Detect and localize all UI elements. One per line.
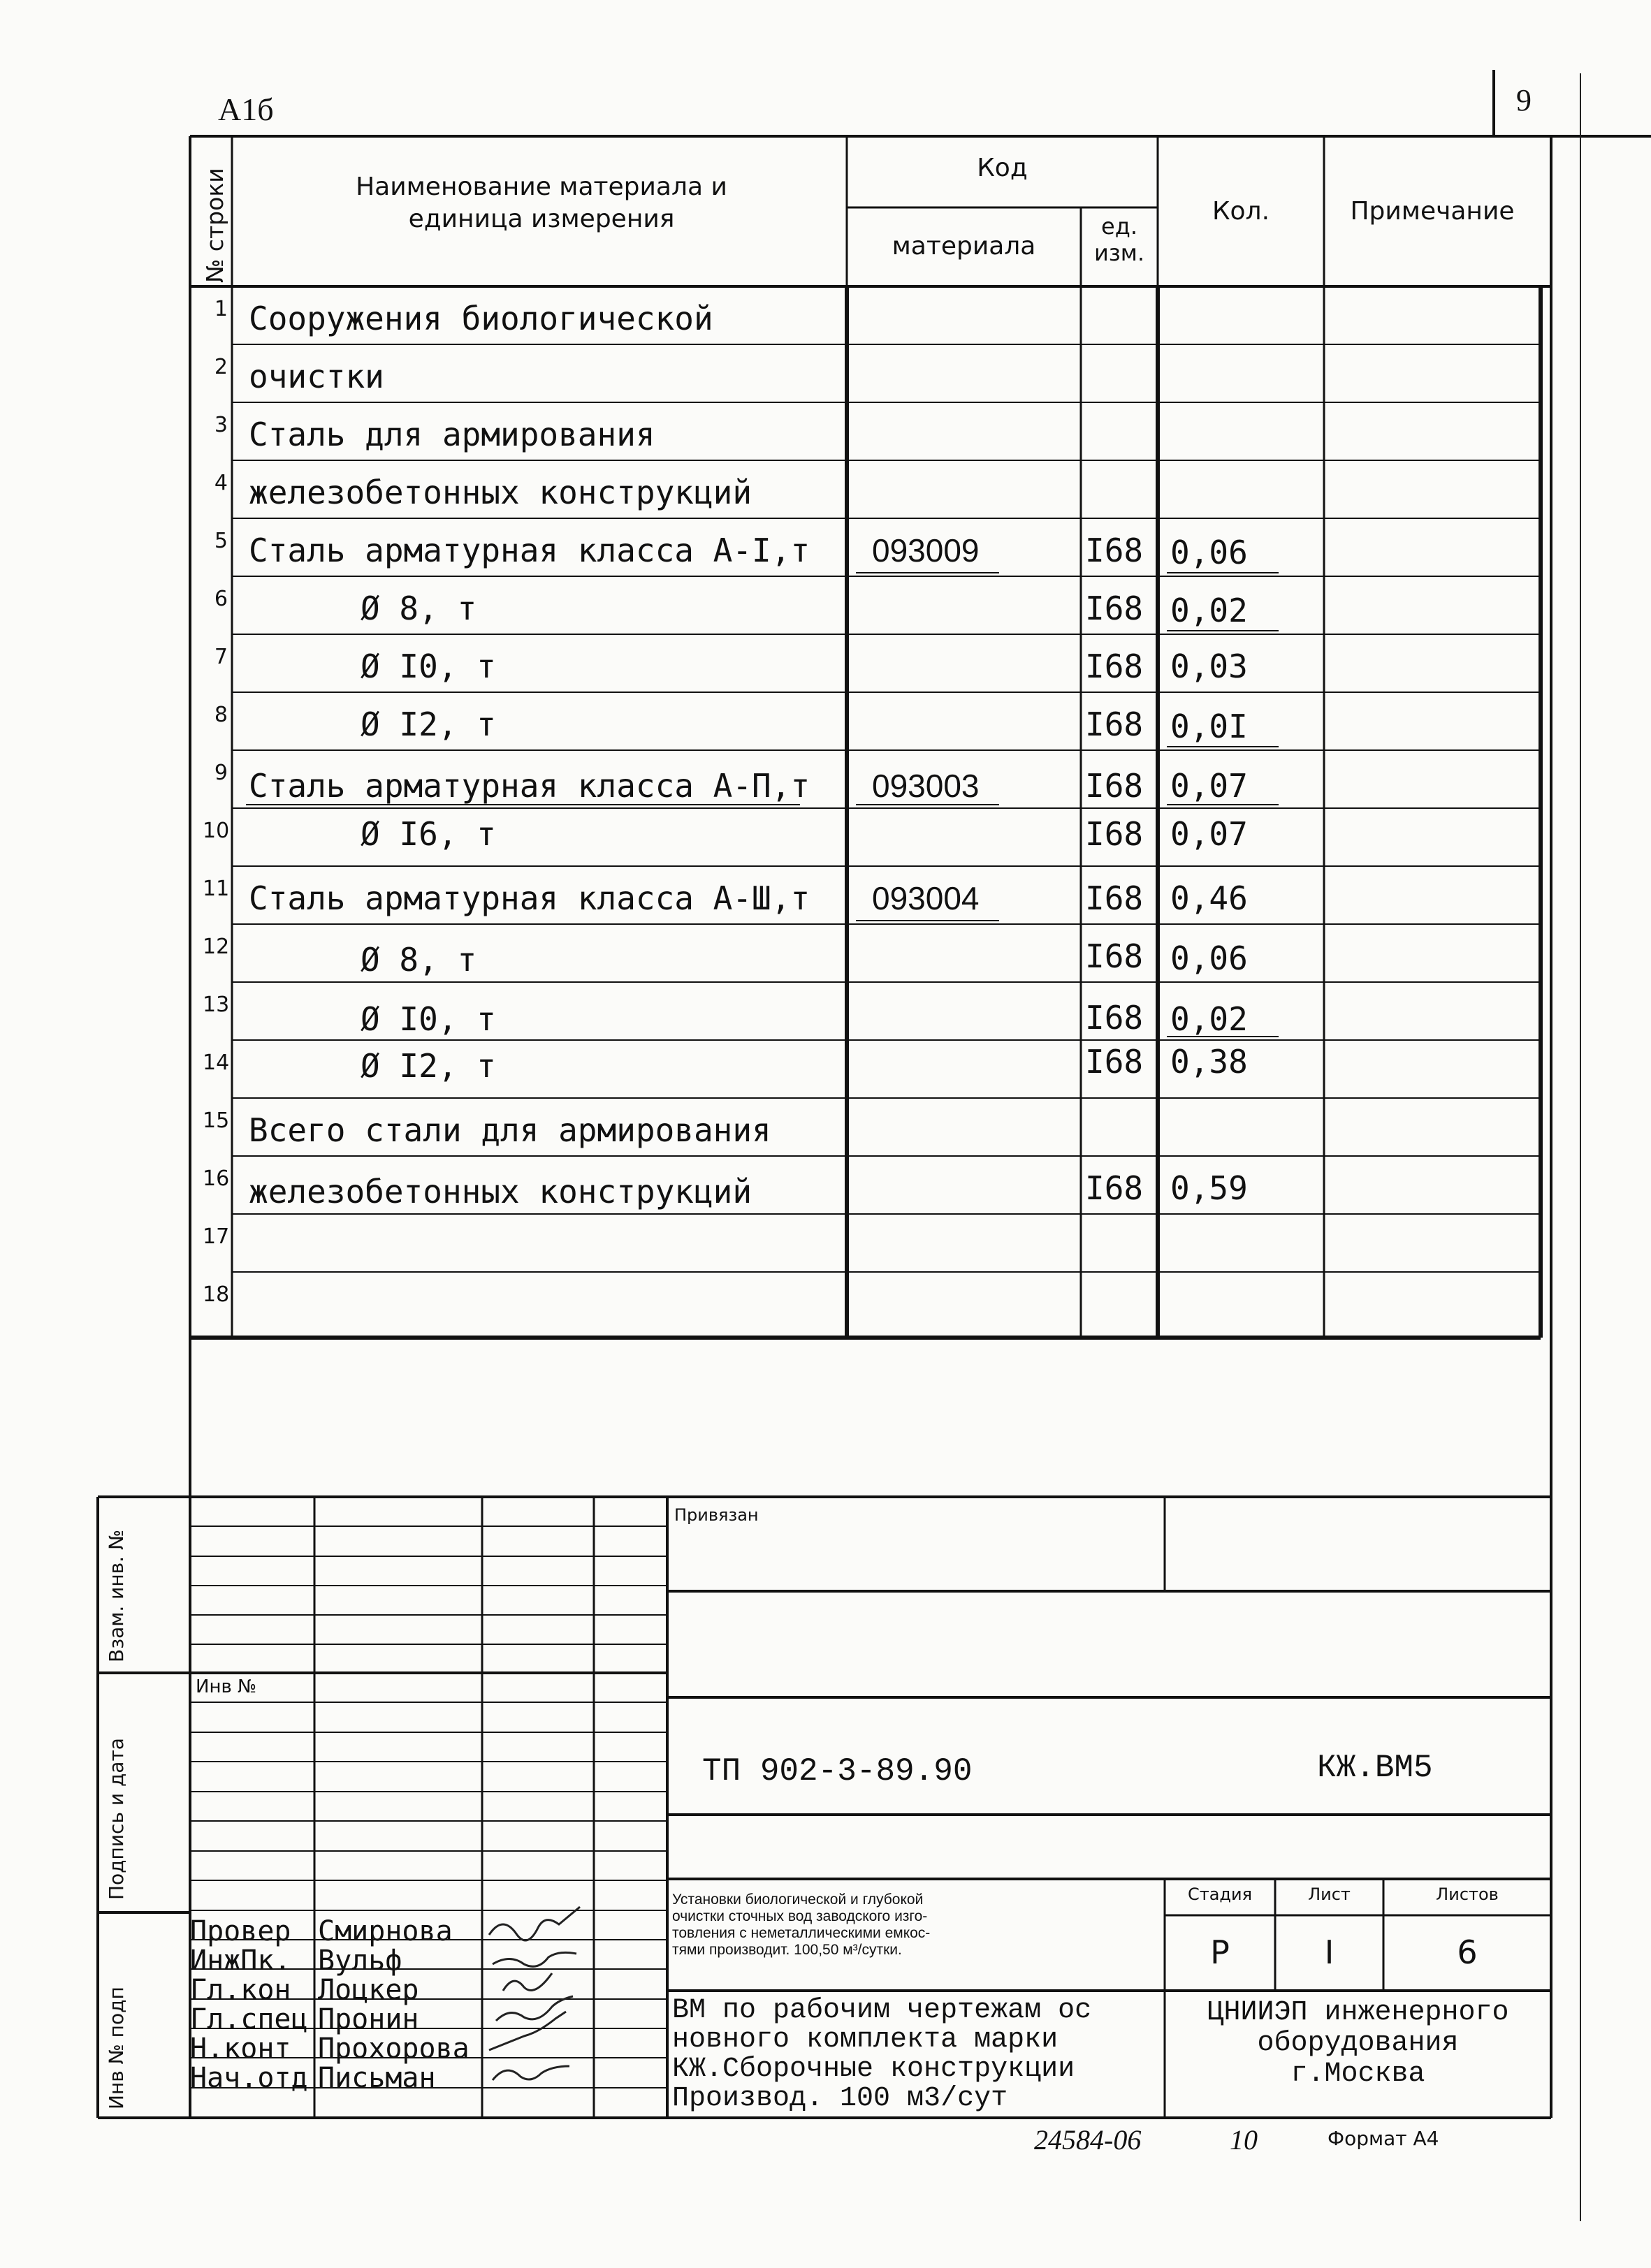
row-number: 17 — [203, 1224, 230, 1249]
row-name: Ø I0, т — [361, 648, 496, 685]
row-name: Сталь для армирования — [249, 416, 655, 453]
row-name: Сталь арматурная класса А-П,т — [249, 767, 810, 805]
signature-name: Прохорова — [318, 2033, 470, 2065]
organization-line: г.Москва — [1290, 2058, 1425, 2090]
row-unit: I68 — [1085, 767, 1144, 805]
inv-no-label: Инв № — [196, 1676, 257, 1697]
label-sign-date: Подпись и дата — [105, 1738, 128, 1900]
signature-name: Пронин — [318, 2003, 419, 2035]
row-name: Ø I2, т — [361, 1047, 496, 1085]
doc-mark: КЖ.ВМ5 — [1317, 1750, 1433, 1786]
signature-role: Провер — [190, 1915, 291, 1947]
sheet-label: Лист — [1308, 1885, 1351, 1904]
row-qty: 0,03 — [1170, 648, 1248, 685]
footer-format: Формат А4 — [1328, 2127, 1439, 2150]
row-unit: I68 — [1085, 590, 1144, 627]
row-number: 1 — [214, 297, 228, 321]
row-number: 5 — [214, 529, 228, 553]
project-title-line: очистки сточных вод заводского изго- — [672, 1908, 928, 1924]
project-title-line: тями производит. 100,50 м³/сутки. — [672, 1942, 902, 1958]
description-line: Производ. 100 м3/сут — [672, 2083, 1008, 2114]
linked-label: Привязан — [674, 1505, 759, 1525]
signature-name: Вульф — [318, 1945, 402, 1977]
row-number: 15 — [203, 1109, 230, 1133]
header-material: материала — [892, 232, 1036, 261]
row-code: 093004 — [872, 880, 980, 916]
row-name: железобетонных конструкций — [249, 474, 752, 511]
row-unit: I68 — [1085, 1169, 1144, 1207]
row-number: 9 — [214, 761, 228, 785]
header-note: Примечание — [1350, 197, 1515, 226]
row-number: 14 — [203, 1051, 230, 1075]
sheet-value: I — [1324, 1933, 1334, 1971]
description-line: новного комплекта марки — [672, 2024, 1059, 2056]
header-unit-line2: изм. — [1093, 240, 1145, 266]
row-qty: 0,02 — [1170, 1000, 1248, 1038]
project-title-line: Установки биологической и глубокой — [672, 1892, 924, 1908]
row-qty: 0,07 — [1170, 815, 1248, 853]
row-unit: I68 — [1085, 937, 1144, 975]
organization-line: оборудования — [1257, 2028, 1459, 2059]
signature-scribble — [496, 1996, 573, 2021]
signature-name: Лоцкер — [318, 1974, 419, 2006]
signature-role: Нач.отд — [190, 2062, 308, 2094]
signature-role: Н.конт — [190, 2033, 291, 2065]
signature-name: Письман — [318, 2062, 436, 2094]
row-unit: I68 — [1085, 648, 1144, 685]
row-code: 093009 — [872, 532, 980, 569]
row-name: Сталь арматурная класса А-I,т — [249, 532, 810, 569]
row-name: Ø I0, т — [361, 1000, 496, 1038]
stage-value: Р — [1210, 1933, 1230, 1971]
header-code: Код — [977, 154, 1028, 182]
page-number: 9 — [1516, 83, 1532, 117]
row-qty: 0,06 — [1170, 939, 1248, 977]
sheets-value: 6 — [1457, 1933, 1478, 1971]
doc-code: ТП 902-3-89.90 — [702, 1753, 973, 1790]
row-name: железобетонных конструкций — [249, 1173, 752, 1210]
row-name: Ø 8, т — [361, 590, 477, 627]
row-unit: I68 — [1085, 532, 1144, 569]
row-number: 18 — [203, 1282, 230, 1307]
row-number: 13 — [203, 993, 230, 1017]
row-number: 16 — [203, 1166, 230, 1191]
row-qty: 0,0I — [1170, 708, 1248, 745]
row-qty: 0,06 — [1170, 534, 1248, 571]
footer-number: 24584-06 — [1034, 2124, 1142, 2156]
organization-line: ЦНИИЭП инженерного — [1207, 1997, 1509, 2028]
row-unit: I68 — [1085, 999, 1144, 1037]
row-unit: I68 — [1085, 879, 1144, 917]
project-title-line: товления с неметаллическими емкос- — [672, 1925, 931, 1941]
row-number: 6 — [214, 587, 228, 611]
row-number: 3 — [214, 413, 228, 437]
row-qty: 0,46 — [1170, 879, 1248, 917]
label-inv-replace: Взам. инв. № — [105, 1529, 128, 1662]
signature-role: Гл.кон — [190, 1974, 291, 2006]
row-name: Ø I6, т — [361, 815, 496, 853]
label-inv-orig: Инв № подп — [105, 1987, 128, 2109]
signature-role: ИнжПк. — [190, 1945, 291, 1977]
row-name: Сооружения биологической — [249, 300, 713, 337]
row-number: 11 — [203, 877, 230, 901]
signature-role: Гл.спец — [190, 2003, 308, 2035]
row-unit: I68 — [1085, 1043, 1144, 1081]
row-number: 8 — [214, 703, 228, 727]
row-unit: I68 — [1085, 815, 1144, 853]
row-qty: 0,02 — [1170, 592, 1248, 629]
row-name: Ø 8, т — [361, 941, 477, 979]
row-number: 4 — [214, 471, 228, 495]
row-code: 093003 — [872, 768, 980, 804]
row-name: Сталь арматурная класса А-Ш,т — [249, 879, 810, 917]
signature-name: Смирнова — [318, 1915, 453, 1947]
row-qty: 0,38 — [1170, 1043, 1248, 1081]
row-number: 12 — [203, 935, 230, 959]
signature-scribble — [493, 2066, 569, 2080]
header-row-number: № строки — [201, 168, 228, 283]
row-number: 2 — [214, 355, 228, 379]
description-line: КЖ.Сборочные конструкции — [672, 2054, 1075, 2085]
header-unit-line1: ед. — [1101, 213, 1137, 240]
row-qty: 0,07 — [1170, 767, 1248, 805]
sheets-label: Листов — [1436, 1885, 1499, 1904]
signature-scribble — [493, 1952, 576, 1966]
header-name: Наименование материала и единица измерения — [356, 173, 727, 233]
row-number: 10 — [203, 819, 230, 843]
stage-label: Стадия — [1187, 1885, 1253, 1904]
row-name: очистки — [249, 358, 384, 395]
footer-copy: 10 — [1230, 2124, 1258, 2156]
row-qty: 0,59 — [1170, 1169, 1248, 1207]
row-name: Всего стали для армирования — [249, 1111, 771, 1149]
signature-scribble — [503, 1973, 552, 1991]
row-name: Ø I2, т — [361, 705, 496, 743]
row-number: 7 — [214, 645, 228, 669]
row-unit: I68 — [1085, 705, 1144, 743]
description-line: ВМ по рабочим чертежам ос — [672, 1995, 1092, 2026]
signature-scribble — [489, 1907, 580, 1940]
header-qty: Кол. — [1212, 197, 1270, 226]
corner-label: А1б — [218, 92, 274, 127]
